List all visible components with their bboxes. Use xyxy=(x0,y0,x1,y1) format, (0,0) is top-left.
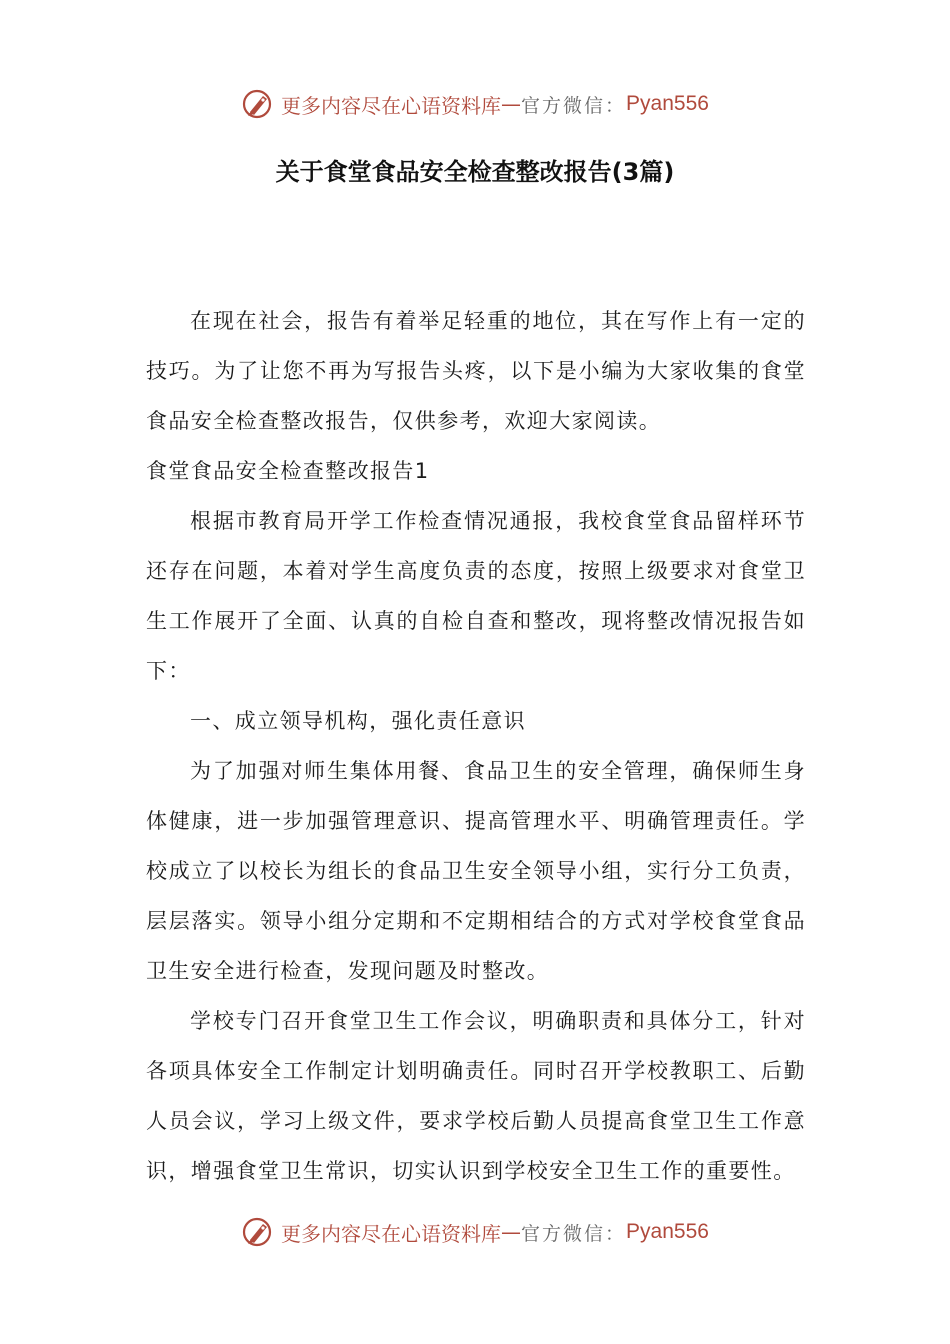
footer-watermark-banner xyxy=(0,1212,950,1252)
subsection-heading: 一、成立领导机构，强化责任意识 xyxy=(190,709,526,733)
paragraph: 学校专门召开食堂卫生工作会议，明确职责和具体分工，针对各项具体安全工作制定计划明确责任。同时召开学校教职工、后勤人员会议，学习上级文件，要求学校后勤人员提高食堂卫生工作意识，增强食堂卫生常识，切实认识到学校安全卫生工作的重要性。 xyxy=(146,1009,806,1183)
banner-main-text: 更多内容尽在心语资料库 xyxy=(281,93,502,118)
banner-wechat-id: Pyan556 xyxy=(626,1220,709,1243)
pen-nib-logo-icon xyxy=(241,1215,275,1249)
banner-separator: — xyxy=(501,1220,522,1244)
section-heading: 食堂食品安全检查整改报告1 xyxy=(146,459,430,483)
document-body xyxy=(146,296,806,1196)
pen-nib-logo-icon xyxy=(241,87,275,121)
banner-main-text: 更多内容尽在心语资料库 xyxy=(281,1221,502,1246)
banner-separator: — xyxy=(501,92,522,116)
paragraph: 为了加强对师生集体用餐、食品卫生的安全管理，确保师生身体健康，进一步加强管理意识、提高管理水平、明确管理责任。学校成立了以校长为组长的食品卫生安全领导小组，实行分工负责，层层落实。领导小组分定期和不定期相结合的方式对学校食堂食品卫生安全进行检查，发现问题及时整改。 xyxy=(146,759,806,983)
document-title: 关于食堂食品安全检查整改报告(3篇) xyxy=(275,158,675,186)
paragraph: 根据市教育局开学工作检查情况通报，我校食堂食品留样环节还存在问题，本着对学生高度负责的态度，按照上级要求对食堂卫生工作展开了全面、认真的自检自查和整改，现将整改情况报告如下： xyxy=(146,509,806,683)
banner-wechat-label: 官方微信： xyxy=(521,1222,627,1245)
paragraph-intro: 在现在社会，报告有着举足轻重的地位，其在写作上有一定的技巧。为了让您不再为写报告头疼，以下是小编为大家收集的食堂食品安全检查整改报告，仅供参考，欢迎大家阅读。 xyxy=(146,309,806,433)
banner-wechat-id: Pyan556 xyxy=(626,92,709,115)
banner-wechat-label: 官方微信： xyxy=(521,94,627,117)
header-watermark-banner xyxy=(0,84,950,124)
